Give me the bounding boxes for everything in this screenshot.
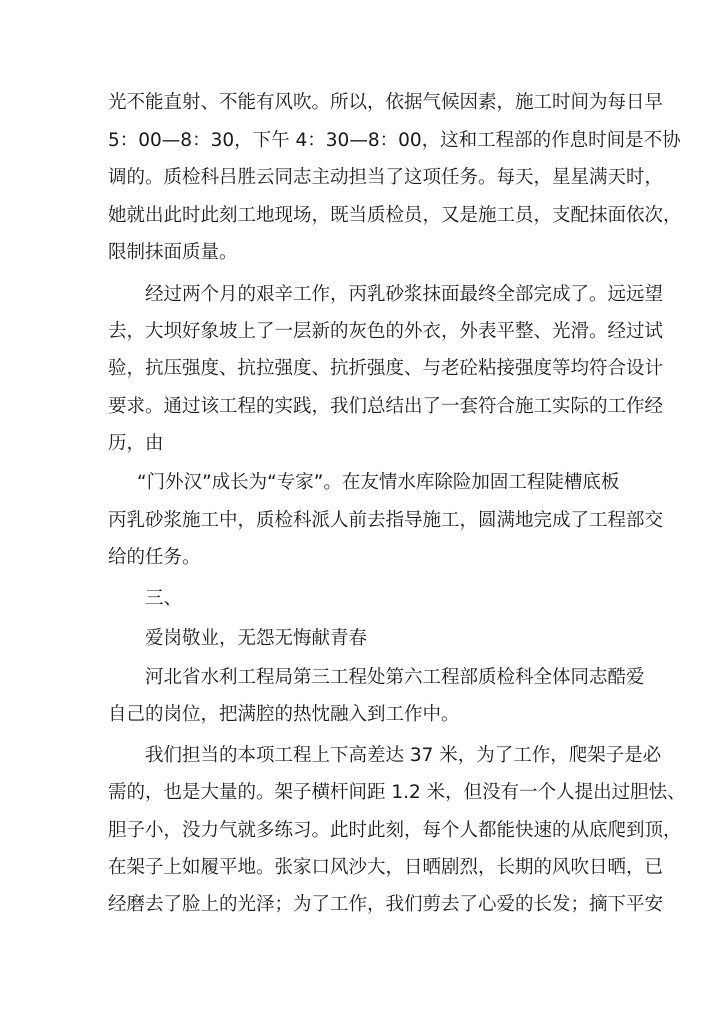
text-line: 限制抹面质量。 bbox=[108, 242, 238, 263]
text-line: 需的，也是大量的。架子横杆间距 1.2 米，但没有一个人提出过胆怯、 bbox=[108, 782, 686, 803]
text-line: 自己的岗位，把满腔的热忱融入到工作中。 bbox=[108, 704, 460, 725]
text-line: 调的。质检科吕胜云同志主动担当了这项任务。每天，星星满天时， bbox=[108, 167, 664, 188]
text-line: 河北省水利工程局第三工程处第六工程部质检科全体同志酷爱 bbox=[145, 667, 645, 688]
text-line: 经过两个月的艰辛工作，丙乳砂浆抹面最终全部完成了。远远望 bbox=[145, 284, 664, 305]
section-number: 三、 bbox=[145, 588, 183, 609]
text-line: 要求。通过该工程的实践，我们总结出了一套符合施工实际的工作经 bbox=[108, 396, 664, 417]
text-line: 光不能直射、不能有风吹。所以，依据气候因素，施工时间为每日早 bbox=[108, 92, 664, 113]
text-line: 5：00—8：30，下午 4：30—8：00，这和工程部的作息时间是不协 bbox=[108, 130, 681, 151]
text-line: 验，抗压强度、抗拉强度、抗折强度、与老砼粘接强度等均符合设计 bbox=[108, 358, 664, 379]
text-line: 给的任务。 bbox=[108, 547, 201, 568]
text-line: 丙乳砂浆施工中，质检科派人前去指导施工，圆满地完成了工程部交 bbox=[108, 510, 664, 531]
text-line: 胆子小，没力气就多练习。此时此刻，每个人都能快速的从底爬到顶， bbox=[108, 820, 682, 841]
section-heading: 爱岗敬业，无怨无悔献青春 bbox=[145, 628, 368, 649]
text-line: 历，由 bbox=[108, 433, 164, 454]
text-line: 我们担当的本项工程上下高差达 37 米，为了工作，爬架子是必 bbox=[145, 745, 662, 766]
text-line: “门外汉”成长为“专家”。在友情水库除险加固工程陡槽底板 bbox=[137, 472, 620, 493]
text-line: 经磨去了脸上的光泽；为了工作，我们剪去了心爱的长发；摘下平安 bbox=[108, 894, 664, 915]
text-line: 在架子上如履平地。张家口风沙大，日晒剧烈，长期的风吹日晒，已 bbox=[108, 857, 664, 878]
text-line: 去，大坝好象坡上了一层新的灰色的外衣，外表平整、光滑。经过试 bbox=[108, 321, 664, 342]
text-line: 她就出此时此刻工地现场，既当质检员，又是施工员，支配抹面依次， bbox=[108, 205, 682, 226]
